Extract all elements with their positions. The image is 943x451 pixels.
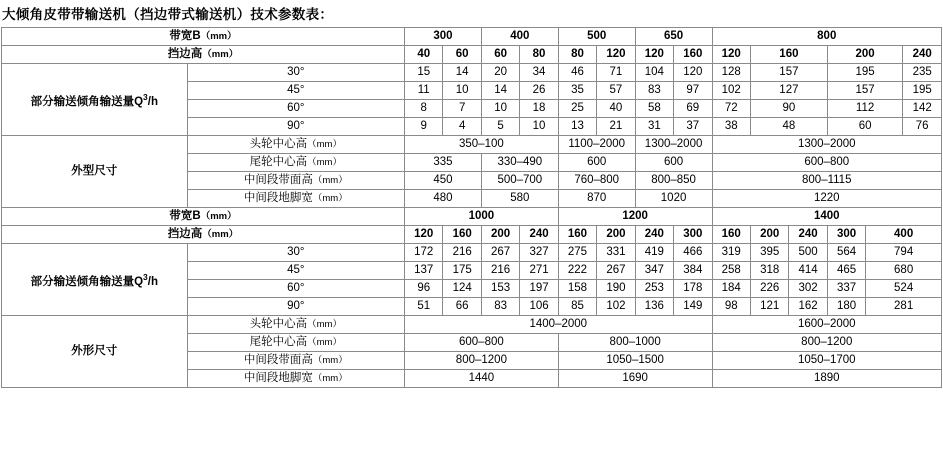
- t2-r0-c12: 794: [866, 244, 942, 262]
- t1-r1-c5: 57: [597, 82, 635, 100]
- t2-r3-c7: 149: [674, 298, 712, 316]
- t1-dim3-c0: 480: [405, 190, 482, 208]
- t2-r1-c11: 465: [827, 262, 865, 280]
- dim-name-unit: （mm）: [307, 139, 342, 150]
- t1-r3-c11: 76: [903, 118, 942, 136]
- t2-dim0-c1: 1600–2000: [712, 316, 941, 334]
- angle-cell-1-90: 90°: [187, 118, 404, 136]
- t2-r3-c8: 98: [712, 298, 750, 316]
- t1-r0-c11: 235: [903, 64, 942, 82]
- flange-height-1-2: 60: [481, 46, 519, 64]
- t1-r2-c0: 8: [405, 100, 443, 118]
- capacity-label-sup: 3: [143, 271, 148, 282]
- t1-r3-c9: 48: [750, 118, 827, 136]
- t1-dim3-c1: 580: [481, 190, 558, 208]
- flange-height-1-1: 60: [443, 46, 481, 64]
- t1-r2-c6: 58: [635, 100, 673, 118]
- t1-r2-c10: 112: [827, 100, 903, 118]
- t2-r3-c6: 136: [635, 298, 673, 316]
- t1-r0-c1: 14: [443, 64, 481, 82]
- t2-r1-c3: 271: [520, 262, 558, 280]
- t1-r2-c5: 40: [597, 100, 635, 118]
- t2-r1-c12: 680: [866, 262, 942, 280]
- t2-r3-c12: 281: [866, 298, 942, 316]
- t1-dim3-c2: 870: [558, 190, 635, 208]
- belt-width-label: 带宽B: [169, 30, 201, 42]
- t1-r3-c1: 4: [443, 118, 481, 136]
- table-row-width-header-2: [2, 208, 942, 226]
- t1-r3-c5: 21: [597, 118, 635, 136]
- belt-width-header-cell-1: [2, 28, 405, 46]
- flange-height-2-10: 240: [789, 226, 827, 244]
- t2-r3-c0: 51: [405, 298, 443, 316]
- t2-r1-c8: 258: [712, 262, 750, 280]
- flange-height-1-9: 160: [750, 46, 827, 64]
- t2-r2-c12: 524: [866, 280, 942, 298]
- flange-height-2-8: 160: [712, 226, 750, 244]
- table-row-flange-header-1: [2, 46, 942, 64]
- t1-dim0-c2: 1300–2000: [635, 136, 712, 154]
- t1-r3-c2: 5: [481, 118, 519, 136]
- dim-name-unit: （mm）: [312, 355, 348, 366]
- t2-r2-c7: 178: [674, 280, 712, 298]
- flange-height-label: 挡边高: [167, 228, 203, 240]
- flange-height-header-cell-1: [2, 46, 405, 64]
- t1-r2-c8: 72: [712, 100, 750, 118]
- dim-name-text: 头轮中心高: [249, 318, 308, 330]
- outer-dim-label-2: 外形尺寸: [2, 316, 188, 388]
- t2-r1-c0: 137: [405, 262, 443, 280]
- dim-name-unit: （mm）: [312, 193, 348, 204]
- t1-r0-c10: 195: [827, 64, 903, 82]
- t1-r3-c10: 60: [827, 118, 903, 136]
- t2-r3-c4: 85: [558, 298, 596, 316]
- t1-r2-c9: 90: [750, 100, 827, 118]
- t2-r0-c6: 419: [635, 244, 673, 262]
- dim-name-text: 尾轮中心高: [249, 336, 308, 348]
- t2-r0-c1: 216: [443, 244, 481, 262]
- t2-r0-c5: 331: [597, 244, 635, 262]
- table-row: [2, 244, 942, 262]
- table-row: [2, 316, 942, 334]
- table-row-width-header-1: [2, 28, 942, 46]
- t2-dim2-c0: 800–1200: [405, 352, 559, 370]
- dim-name-unit: （mm）: [312, 373, 348, 384]
- t1-dim0-c1: 1100–2000: [558, 136, 635, 154]
- t2-r1-c5: 267: [597, 262, 635, 280]
- t2-r2-c0: 96: [405, 280, 443, 298]
- flange-height-2-5: 200: [597, 226, 635, 244]
- t2-r0-c2: 267: [481, 244, 519, 262]
- width-group-650: 650: [635, 28, 712, 46]
- t1-r2-c7: 69: [674, 100, 712, 118]
- dim-name-1-0: [187, 136, 404, 154]
- flange-height-2-9: 200: [750, 226, 788, 244]
- t2-dim2-c1: 1050–1500: [558, 352, 712, 370]
- t2-r0-c3: 327: [520, 244, 558, 262]
- t2-dim1-c1: 800–1000: [558, 334, 712, 352]
- capacity-label-2: [2, 244, 188, 316]
- t1-r1-c1: 10: [443, 82, 481, 100]
- t1-dim1-c4: 600–800: [712, 154, 941, 172]
- flange-height-1-10: 200: [827, 46, 903, 64]
- t1-dim2-c1: 500–700: [481, 172, 558, 190]
- t2-r0-c4: 275: [558, 244, 596, 262]
- flange-height-1-3: 80: [520, 46, 558, 64]
- width-group-800: 800: [712, 28, 941, 46]
- t2-r2-c11: 337: [827, 280, 865, 298]
- spec-table: [1, 27, 942, 388]
- t2-r2-c1: 124: [443, 280, 481, 298]
- t2-r1-c6: 347: [635, 262, 673, 280]
- t1-r2-c4: 25: [558, 100, 596, 118]
- t2-r0-c10: 500: [789, 244, 827, 262]
- flange-height-2-3: 240: [520, 226, 558, 244]
- t1-r0-c8: 128: [712, 64, 750, 82]
- t2-dim0-c0: 1400–2000: [405, 316, 713, 334]
- t1-r1-c7: 97: [674, 82, 712, 100]
- dim-name-1-3: [187, 190, 404, 208]
- flange-height-1-5: 120: [597, 46, 635, 64]
- t1-r0-c3: 34: [520, 64, 558, 82]
- flange-height-2-12: 400: [866, 226, 942, 244]
- t1-r0-c2: 20: [481, 64, 519, 82]
- t2-r2-c8: 184: [712, 280, 750, 298]
- flange-height-2-11: 300: [827, 226, 865, 244]
- t2-dim3-c2: 1890: [712, 370, 941, 388]
- t1-r3-c0: 9: [405, 118, 443, 136]
- angle-cell-2-90: 90°: [187, 298, 404, 316]
- t2-r3-c5: 102: [597, 298, 635, 316]
- t1-r1-c10: 157: [827, 82, 903, 100]
- t1-r3-c6: 31: [635, 118, 673, 136]
- t2-r2-c10: 302: [789, 280, 827, 298]
- flange-height-1-8: 120: [712, 46, 750, 64]
- t2-dim3-c0: 1440: [405, 370, 559, 388]
- t1-dim1-c0: 335: [405, 154, 482, 172]
- t2-r0-c8: 319: [712, 244, 750, 262]
- t2-r2-c4: 158: [558, 280, 596, 298]
- width-group-1200: 1200: [558, 208, 712, 226]
- belt-width-label: 带宽B: [169, 210, 201, 222]
- flange-height-2-6: 240: [635, 226, 673, 244]
- dim-name-2-1: [187, 334, 404, 352]
- t2-r0-c9: 395: [750, 244, 788, 262]
- t2-r2-c9: 226: [750, 280, 788, 298]
- capacity-label-1: [2, 64, 188, 136]
- t1-r3-c7: 37: [674, 118, 712, 136]
- width-group-1400: 1400: [712, 208, 941, 226]
- capacity-label-text: 部分输送倾角输送量Q: [30, 95, 144, 108]
- dim-name-1-2: [187, 172, 404, 190]
- flange-height-header-cell-2: [2, 226, 405, 244]
- t2-r1-c1: 175: [443, 262, 481, 280]
- angle-cell-1-60: 60°: [187, 100, 404, 118]
- table-row-flange-header-2: [2, 226, 942, 244]
- t2-r0-c11: 564: [827, 244, 865, 262]
- dim-name-text: 尾轮中心高: [249, 156, 308, 168]
- t1-dim0-c3: 1300–2000: [712, 136, 941, 154]
- table-row: [2, 136, 942, 154]
- outer-dim-label-1: 外型尺寸: [2, 136, 188, 208]
- flange-height-2-0: 120: [405, 226, 443, 244]
- angle-cell-1-30: 30°: [187, 64, 404, 82]
- dim-name-2-3: [187, 370, 404, 388]
- t1-dim2-c2: 760–800: [558, 172, 635, 190]
- dim-name-unit: （mm）: [307, 157, 342, 168]
- t1-dim2-c4: 800–1115: [712, 172, 941, 190]
- dim-name-2-0: [187, 316, 404, 334]
- flange-height-2-4: 160: [558, 226, 596, 244]
- t1-r2-c1: 7: [443, 100, 481, 118]
- flange-height-2-1: 160: [443, 226, 481, 244]
- t2-r2-c6: 253: [635, 280, 673, 298]
- dim-name-text: 中间段带面高: [243, 354, 313, 366]
- t1-r2-c2: 10: [481, 100, 519, 118]
- t2-r3-c10: 162: [789, 298, 827, 316]
- dim-name-1-1: [187, 154, 404, 172]
- dim-name-unit: （mm）: [307, 337, 342, 348]
- capacity-label-sup: 3: [143, 91, 148, 102]
- belt-width-header-cell-2: [2, 208, 405, 226]
- capacity-label-tail: /h: [147, 95, 158, 108]
- flange-height-label: 挡边高: [167, 48, 203, 60]
- belt-width-unit: （mm）: [200, 211, 237, 222]
- t1-dim2-c3: 800–850: [635, 172, 712, 190]
- t1-r1-c11: 195: [903, 82, 942, 100]
- width-group-500: 500: [558, 28, 635, 46]
- t1-r1-c3: 26: [520, 82, 558, 100]
- t2-r3-c2: 83: [481, 298, 519, 316]
- flange-height-1-0: 40: [405, 46, 443, 64]
- t1-dim3-c4: 1220: [712, 190, 941, 208]
- t1-r1-c9: 127: [750, 82, 827, 100]
- capacity-label-text: 部分输送倾角输送量Q: [30, 275, 144, 288]
- width-group-300: 300: [405, 28, 482, 46]
- angle-cell-2-60: 60°: [187, 280, 404, 298]
- flange-height-2-2: 200: [481, 226, 519, 244]
- t1-r1-c4: 35: [558, 82, 596, 100]
- t2-r2-c2: 153: [481, 280, 519, 298]
- t1-r0-c6: 104: [635, 64, 673, 82]
- dim-name-unit: （mm）: [307, 319, 342, 330]
- t1-r1-c0: 11: [405, 82, 443, 100]
- t1-r2-c3: 18: [520, 100, 558, 118]
- t2-dim1-c0: 600–800: [405, 334, 559, 352]
- t2-dim1-c2: 800–1200: [712, 334, 941, 352]
- t2-r1-c4: 222: [558, 262, 596, 280]
- width-group-400: 400: [481, 28, 558, 46]
- t2-r3-c3: 106: [520, 298, 558, 316]
- page-title: 大倾角皮带带输送机（挡边带式输送机）技术参数表：: [2, 7, 334, 22]
- belt-width-unit: （mm）: [200, 31, 237, 42]
- t1-r3-c4: 13: [558, 118, 596, 136]
- dim-name-text: 中间段带面高: [243, 174, 313, 186]
- t2-r3-c1: 66: [443, 298, 481, 316]
- t1-dim2-c0: 450: [405, 172, 482, 190]
- t1-r3-c3: 10: [520, 118, 558, 136]
- dim-name-text: 中间段地脚宽: [243, 372, 313, 384]
- t2-r3-c11: 180: [827, 298, 865, 316]
- flange-height-2-7: 300: [674, 226, 712, 244]
- t1-r3-c8: 38: [712, 118, 750, 136]
- flange-height-unit: （mm）: [202, 49, 239, 60]
- t1-r1-c6: 83: [635, 82, 673, 100]
- t1-r0-c5: 71: [597, 64, 635, 82]
- t1-dim1-c1: 330–490: [481, 154, 558, 172]
- dim-name-text: 中间段地脚宽: [243, 192, 313, 204]
- flange-height-1-7: 160: [674, 46, 712, 64]
- angle-cell-1-45: 45°: [187, 82, 404, 100]
- table-row: [2, 64, 942, 82]
- t1-r2-c11: 142: [903, 100, 942, 118]
- t2-r1-c10: 414: [789, 262, 827, 280]
- width-group-1000: 1000: [405, 208, 559, 226]
- t2-r0-c7: 466: [674, 244, 712, 262]
- t1-dim3-c3: 1020: [635, 190, 712, 208]
- t2-r1-c9: 318: [750, 262, 788, 280]
- t1-r1-c8: 102: [712, 82, 750, 100]
- t1-dim0-c0: 350–100: [405, 136, 559, 154]
- t1-dim1-c3: 600: [635, 154, 712, 172]
- t2-r1-c7: 384: [674, 262, 712, 280]
- t1-r0-c0: 15: [405, 64, 443, 82]
- t1-dim1-c2: 600: [558, 154, 635, 172]
- dim-name-text: 头轮中心高: [249, 138, 308, 150]
- t2-r1-c2: 216: [481, 262, 519, 280]
- t1-r0-c4: 46: [558, 64, 596, 82]
- angle-cell-2-30: 30°: [187, 244, 404, 262]
- t2-dim2-c2: 1050–1700: [712, 352, 941, 370]
- t1-r1-c2: 14: [481, 82, 519, 100]
- dim-name-2-2: [187, 352, 404, 370]
- flange-height-1-11: 240: [903, 46, 942, 64]
- t2-r0-c0: 172: [405, 244, 443, 262]
- capacity-label-tail: /h: [147, 275, 158, 288]
- t1-r0-c9: 157: [750, 64, 827, 82]
- t2-dim3-c1: 1690: [558, 370, 712, 388]
- flange-height-unit: （mm）: [202, 229, 239, 240]
- t2-r2-c3: 197: [520, 280, 558, 298]
- flange-height-1-4: 80: [558, 46, 596, 64]
- t2-r2-c5: 190: [597, 280, 635, 298]
- flange-height-1-6: 120: [635, 46, 673, 64]
- t1-r0-c7: 120: [674, 64, 712, 82]
- angle-cell-2-45: 45°: [187, 262, 404, 280]
- dim-name-unit: （mm）: [312, 175, 348, 186]
- t2-r3-c9: 121: [750, 298, 788, 316]
